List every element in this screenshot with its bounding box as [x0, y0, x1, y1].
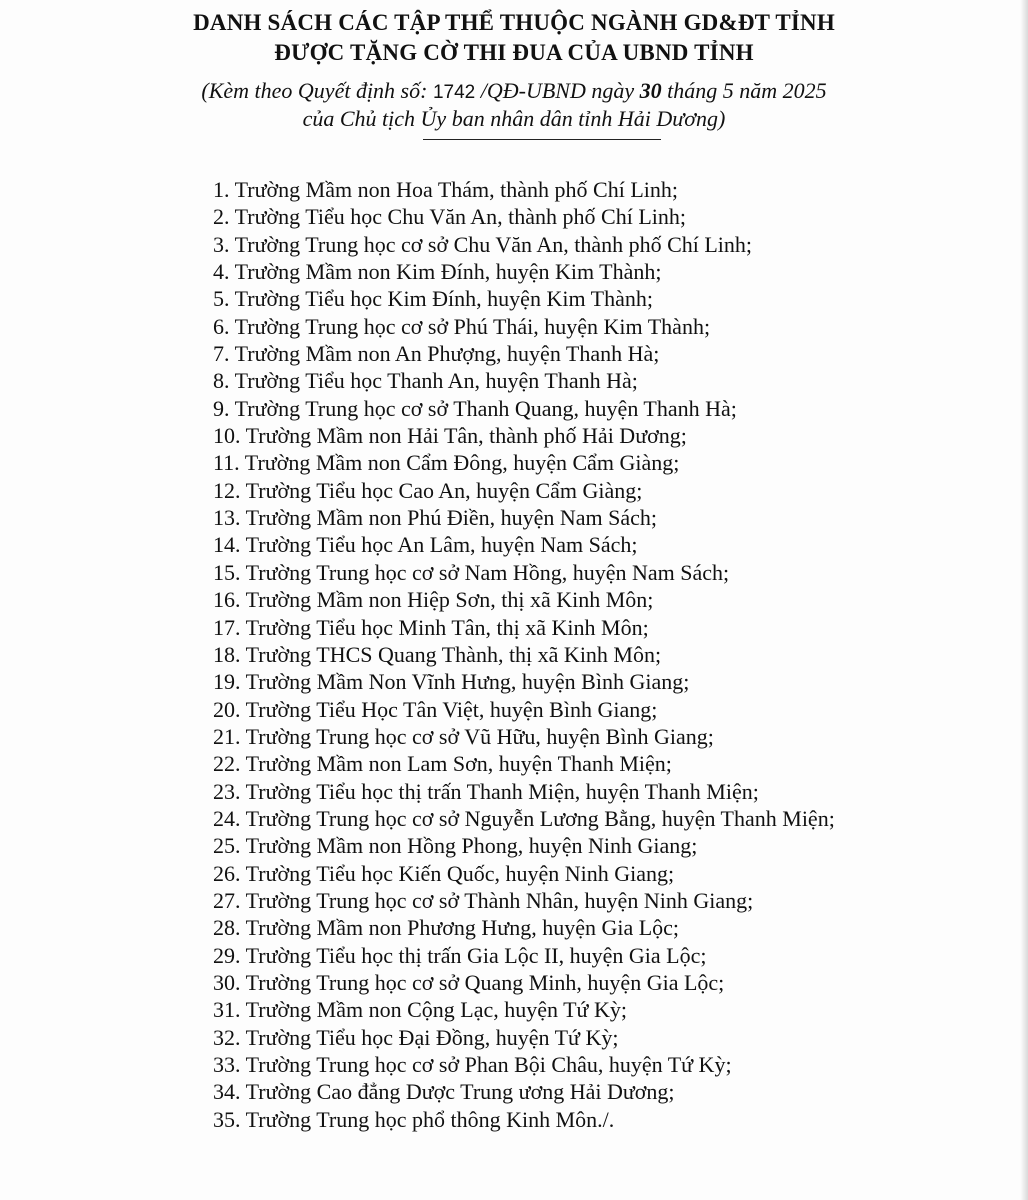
list-item: 30. Trường Trung học cơ sở Quang Minh, huyện Gia Lộc;	[213, 969, 725, 995]
list-item: 35. Trường Trung học phổ thông Kinh Môn./.	[213, 1106, 615, 1132]
list-item: 10. Trường Mầm non Hải Tân, thành phố Hải Dương;	[213, 423, 687, 449]
list-item: 26. Trường Tiểu học Kiến Quốc, huyện Ninh Giang;	[213, 860, 675, 886]
list-item: 4. Trường Mầm non Kim Đính, huyện Kim Thành;	[213, 259, 662, 285]
list-item: 28. Trường Mầm non Phương Hưng, huyện Gia Lộc;	[213, 915, 680, 941]
list-item: 1. Trường Mầm non Hoa Thám, thành phố Chí Linh;	[213, 177, 678, 202]
list-item: 32. Trường Tiểu học Đại Đồng, huyện Tứ Kỳ;	[213, 1024, 619, 1050]
list-item: 2. Trường Tiểu học Chu Văn An, thành phố Chí Linh;	[213, 204, 686, 230]
list-item: 7. Trường Mầm non An Phượng, huyện Thanh Hà;	[213, 341, 660, 367]
list-item: 16. Trường Mầm non Hiệp Sơn, thị xã Kinh Môn;	[213, 587, 654, 613]
list-item: 31. Trường Mầm non Cộng Lạc, huyện Tứ Kỳ;	[213, 997, 627, 1023]
list-item: 33. Trường Trung học cơ sở Phan Bội Châu, huyện Tứ Kỳ;	[213, 1052, 732, 1077]
list-item: 15. Trường Trung học cơ sở Nam Hồng, huyện Nam Sách;	[213, 559, 730, 585]
list-item: 8. Trường Tiểu học Thanh An, huyện Thanh Hà;	[213, 368, 638, 394]
document-title-line-2: ĐƯỢC TẶNG CỜ THI ĐUA CỦA UBND TỈNH	[274, 40, 754, 65]
header-divider	[423, 139, 661, 140]
list-item: 17. Trường Tiểu học Minh Tân, thị xã Kinh Môn;	[213, 614, 649, 640]
document-title-line-1: DANH SÁCH CÁC TẬP THỂ THUỘC NGÀNH GD&ĐT TỈNH	[193, 10, 835, 35]
list-item: 9. Trường Trung học cơ sở Thanh Quang, huyện Thanh Hà;	[213, 395, 737, 421]
list-item: 34. Trường Cao đẳng Dược Trung ương Hải Dương;	[213, 1079, 675, 1105]
list-item: 27. Trường Trung học cơ sở Thành Nhân, huyện Ninh Giang;	[213, 887, 754, 913]
issuer-line: của Chủ tịch Ủy ban nhân dân tỉnh Hải Dương)	[302, 106, 726, 131]
list-item: 11. Trường Mầm non Cẩm Đông, huyện Cẩm Giàng;	[213, 450, 680, 476]
list-item: 12. Trường Tiểu học Cao An, huyện Cẩm Giàng;	[213, 477, 643, 503]
list-item: 20. Trường Tiểu Học Tân Việt, huyện Bình Giang;	[213, 696, 658, 722]
list-item: 25. Trường Mầm non Hồng Phong, huyện Ninh Giang;	[213, 833, 698, 859]
list-item: 19. Trường Mầm Non Vĩnh Hưng, huyện Bình Giang;	[213, 669, 690, 695]
list-item: 23. Trường Tiểu học thị trấn Thanh Miện, huyện Thanh Miện;	[213, 778, 759, 804]
decision-day: 30	[639, 78, 662, 103]
decision-prefix: (Kèm theo Quyết định số:	[201, 78, 433, 103]
list-item: 18. Trường THCS Quang Thành, thị xã Kinh Môn;	[213, 641, 662, 667]
list-item: 5. Trường Tiểu học Kim Đính, huyện Kim Thành;	[213, 286, 653, 312]
list-item: 24. Trường Trung học cơ sở Nguyễn Lương Bằng, huyện Thanh Miện;	[213, 805, 835, 831]
list-item: 29. Trường Tiểu học thị trấn Gia Lộc II, huyện Gia Lộc;	[213, 942, 707, 968]
decision-suffix: tháng 5 năm 2025	[661, 78, 827, 103]
collective-list	[213, 176, 835, 1133]
list-item: 13. Trường Mầm non Phú Điền, huyện Nam Sách;	[213, 505, 657, 531]
list-item: 6. Trường Trung học cơ sở Phú Thái, huyện Kim Thành;	[213, 313, 711, 339]
list-item: 3. Trường Trung học cơ sở Chu Văn An, thành phố Chí Linh;	[213, 231, 753, 257]
list-item: 22. Trường Mầm non Lam Sơn, huyện Thanh Miện;	[213, 751, 672, 777]
decision-number: 1742	[432, 82, 476, 103]
page-edge-shadow	[1020, 0, 1028, 1200]
list-item: 21. Trường Trung học cơ sở Vũ Hữu, huyện Bình Giang;	[213, 723, 714, 749]
list-item: 14. Trường Tiểu học An Lâm, huyện Nam Sách;	[213, 532, 638, 558]
decision-middle: /QĐ-UBND ngày	[475, 78, 640, 103]
decision-reference-line	[0, 78, 1028, 104]
